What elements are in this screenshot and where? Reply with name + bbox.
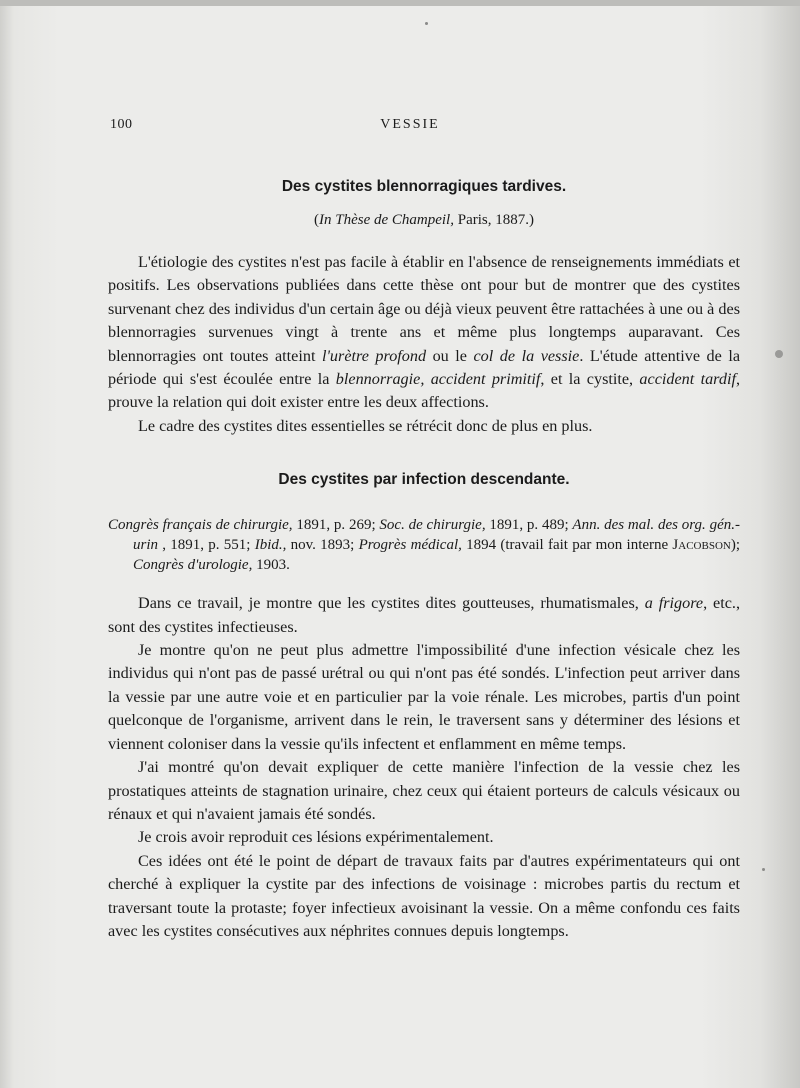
section2-title: Des cystites par infection descendante.: [278, 471, 570, 489]
running-head: VESSIE: [380, 117, 440, 132]
section1-paragraph-2: Le cadre des cystites dites essentielles se rétrécit donc de plus en plus.: [138, 416, 593, 435]
intern-name: Jacobson: [672, 537, 731, 554]
page-top-edge: [0, 0, 800, 6]
section-spacer: [108, 438, 740, 471]
section1-citation: (In Thèse de Champeil, Paris, 1887.): [314, 212, 534, 228]
section2-paragraph-3: J'ai montré qu'on devait expliquer de cette manière l'infection de la vessie chez les prostatiques atteints de stagnation urinaire, chez ceux qui étaient porteurs de calculs vésicaux ou rénaux et qui n'avaient jamais été sondés.: [108, 758, 740, 823]
paper-speck-small: [762, 868, 765, 871]
section1-paragraph-1: L'étiologie des cystites n'est pas facile à établir en l'absence de renseignements immédiats et positifs. Les observations publiées dans cette thèse ont pour but de montrer que des cystites survenant chez des individus d'un certain âge ou déjà vieux peuvent être rattachées à une ou à des blennorragies survenues vingt à trente ans et même plus longtemps auparavant. Ces blennorragies ont toutes atteint l'urètre profond ou le col de la vessie. L'étude attentive de la période qui s'est écoulée entre la blennorragie, accident primitif, et la cystite, accident tardif, prouve la relation qui doit exister entre les deux affections.: [108, 253, 741, 412]
paper-speck-small: [425, 22, 428, 25]
paper-speck: [775, 350, 783, 358]
reference-spacer: [108, 575, 740, 592]
section2-paragraph-5: Ces idées ont été le point de départ de travaux faits par d'autres expérimentateurs qui ont cherché à expliquer la cystite par des infections de voisinage : microbes partis du rectum et traversant toute la protaste; foyer infectieux avoisinant la vessie. On a même confondu ces faits avec les cystites consécutives aux néphrites connues depuis longtemps.: [108, 851, 740, 940]
page-number: 100: [110, 117, 133, 132]
section1-title: Des cystites blennorragiques tardives.: [281, 178, 567, 195]
page-header: [110, 117, 710, 137]
citation-source: In Thèse de Champeil,: [319, 212, 454, 228]
section2-paragraph-4: Je crois avoir reproduit ces lésions expérimentalement.: [138, 828, 494, 847]
section2-paragraph-2: Je montre qu'on ne peut plus admettre l'impossibilité d'une infection vésicale chez les individus qui n'ont pas de passé urétral ou qui n'ont pas été sondés. L'infection peut arriver dans la vessie par une autre voie et en particulier par la voie rénale. Les microbes, partis d'un point quelconque de l'organisme, arrivent dans le rein, le traversent sans y déterminer des lésions et viennent coloniser dans la vessie qu'ils infectent et enflamment en même temps.: [108, 641, 740, 753]
section2-paragraph-1: Dans ce travail, je montre que les cystites dites goutteuses, rhumatismales, a frigore, etc., sont des cystites infectieuses.: [108, 594, 740, 636]
section2-references: Congrès français de chirurgie, 1891, p. 269; Soc. de chirurgie, 1891, p. 489; Ann. des mal. des org. gén.-urin , 1891, p. 551; Ibid., nov. 1893; Progrès médical, 1894 (travail fait par mon interne Jacobson); Congrès d'urologie, 1903.: [108, 517, 740, 574]
page-content: [108, 178, 740, 943]
